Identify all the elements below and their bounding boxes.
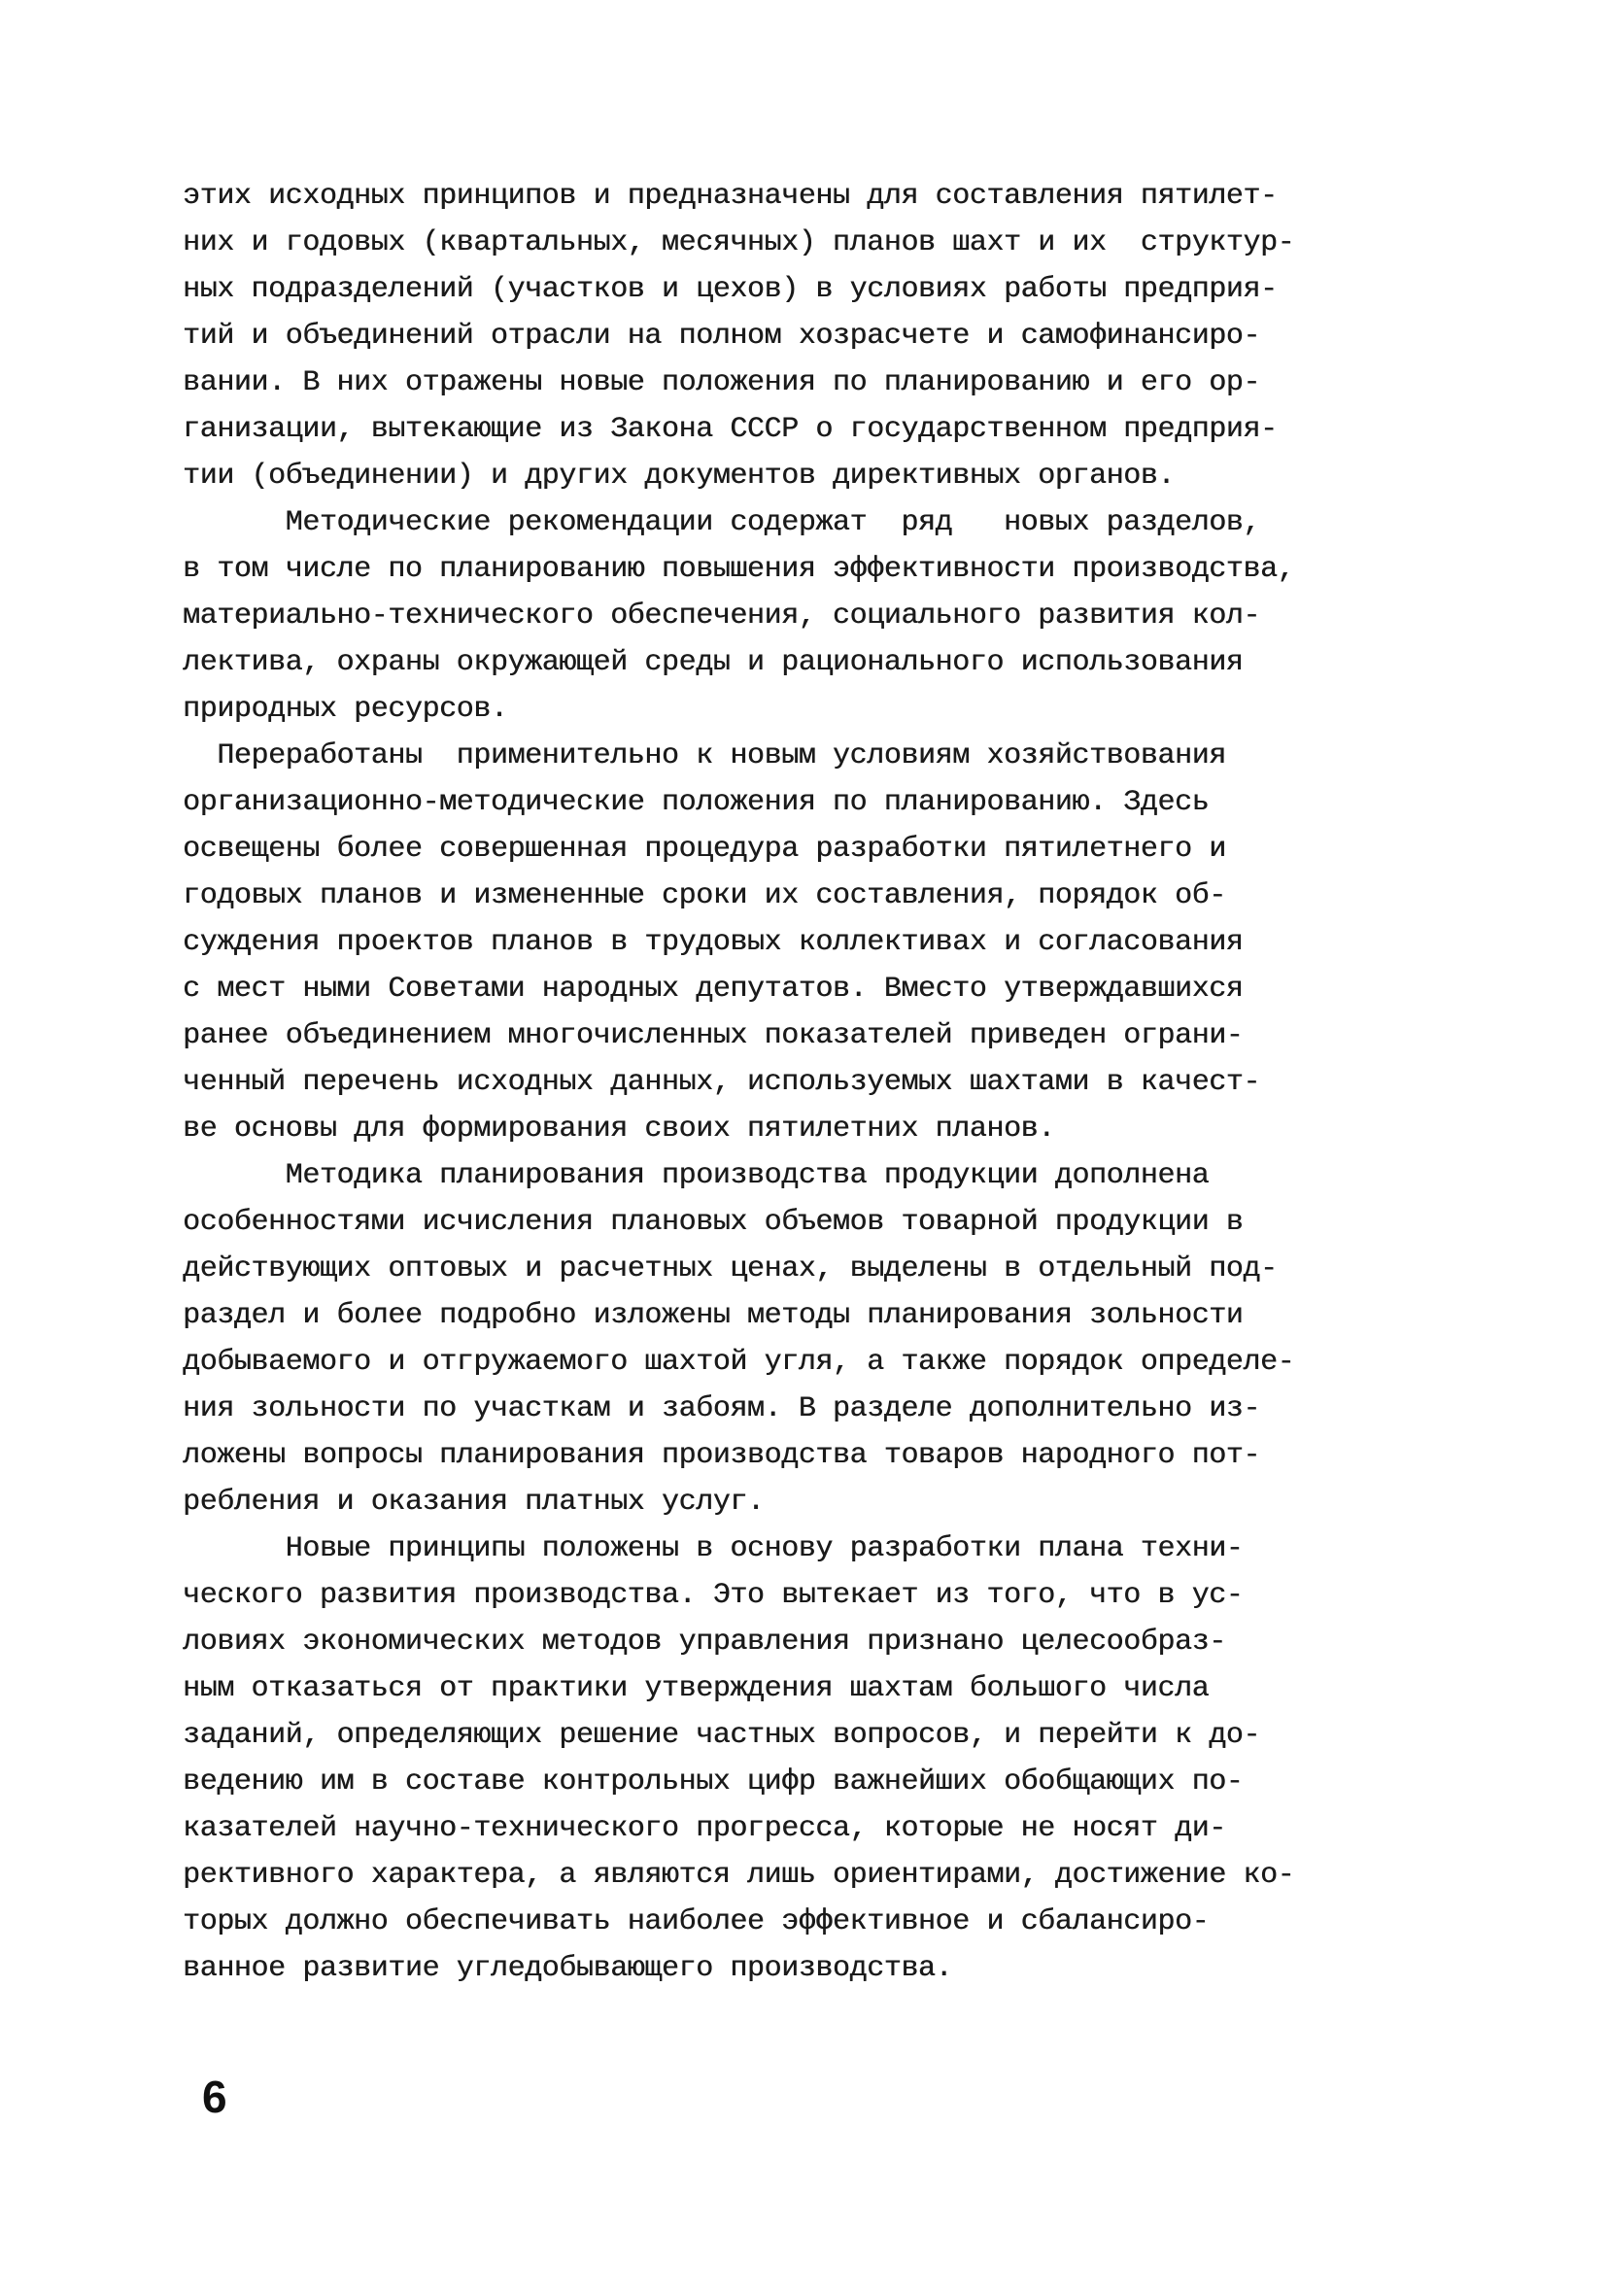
text-line: тии (объединении) и других документов директивных органов. — [183, 460, 1175, 493]
text-line: тий и объединений отрасли на полном хозрасчете и самофинансиро- — [183, 320, 1260, 353]
text-line: лектива, охраны окружающей среды и рационального использования — [183, 646, 1244, 679]
text-line: ния зольности по участкам и забоям. В разделе дополнительно из- — [183, 1392, 1260, 1425]
text-line: вании. В них отражены новые положения по планированию и его ор- — [183, 366, 1260, 399]
text-line: ческого развития производства. Это вытекает из того, что в ус- — [183, 1579, 1244, 1612]
text-line: ванное развитие угледобывающего производства. — [183, 1952, 953, 1985]
text-line: особенностями исчисления плановых объемов товарной продукции в — [183, 1206, 1244, 1239]
text-line: них и годовых (квартальных, месячных) планов шахт и их структур- — [183, 226, 1295, 259]
text-line: суждения проектов планов в трудовых коллективах и согласования — [183, 926, 1244, 959]
text-line: Методика планирования производства продукции дополнена — [183, 1159, 1210, 1192]
text-line: казателей научно-технического прогресса, которые не носят ди- — [183, 1812, 1226, 1845]
text-line: годовых планов и измененные сроки их составления, порядок об- — [183, 879, 1226, 912]
text-line: природных ресурсов. — [183, 693, 508, 726]
text-line: ве основы для формирования своих пятилетних планов. — [183, 1113, 1055, 1146]
text-line: ребления и оказания платных услуг. — [183, 1486, 765, 1519]
text-line: рективного характера, а являются лишь ориентирами, достижение ко- — [183, 1859, 1295, 1892]
body-text — [183, 173, 1465, 1992]
text-line: организационно-методические положения по планированию. Здесь — [183, 786, 1210, 819]
text-line: в том числе по планированию повышения эффективности производства, — [183, 553, 1295, 586]
text-line: материально-технического обеспечения, социального развития кол- — [183, 600, 1260, 633]
page-number: 6 — [202, 2072, 227, 2122]
text-line: этих исходных принципов и предназначены для составления пятилет- — [183, 180, 1278, 213]
text-line: ганизации, вытекающие из Закона СССР о государственном предприя- — [183, 413, 1278, 446]
text-line: ным отказаться от практики утверждения шахтам большого числа — [183, 1672, 1210, 1705]
text-line: Переработаны применительно к новым условиям хозяйствования — [183, 739, 1226, 772]
text-line: ных подразделений (участков и цехов) в условиях работы предприя- — [183, 273, 1278, 306]
text-line: с мест ными Советами народных депутатов. Вместо утверждавшихся — [183, 973, 1244, 1006]
text-line: ловиях экономических методов управления признано целесообраз- — [183, 1626, 1226, 1659]
text-line: раздел и более подробно изложены методы планирования зольности — [183, 1299, 1244, 1332]
text-line: заданий, определяющих решение частных вопросов, и перейти к до- — [183, 1719, 1260, 1752]
text-line: ченный перечень исходных данных, используемых шахтами в качест- — [183, 1066, 1260, 1099]
text-line: ложены вопросы планирования производства товаров народного пот- — [183, 1439, 1260, 1472]
text-line: действующих оптовых и расчетных ценах, выделены в отдельный под- — [183, 1252, 1278, 1285]
text-line: Новые принципы положены в основу разработки плана техни- — [183, 1532, 1244, 1565]
text-line: ранее объединением многочисленных показателей приведен ограни- — [183, 1019, 1244, 1052]
text-line: ведению им в составе контрольных цифр важнейших обобщающих по- — [183, 1765, 1244, 1799]
text-line: торых должно обеспечивать наиболее эффективное и сбалансиро- — [183, 1905, 1210, 1938]
text-line: освещены более совершенная процедура разработки пятилетнего и — [183, 833, 1226, 866]
text-line: добываемого и отгружаемого шахтой угля, а также порядок определе- — [183, 1346, 1295, 1379]
text-line: Методические рекомендации содержат ряд новых разделов, — [183, 506, 1260, 539]
